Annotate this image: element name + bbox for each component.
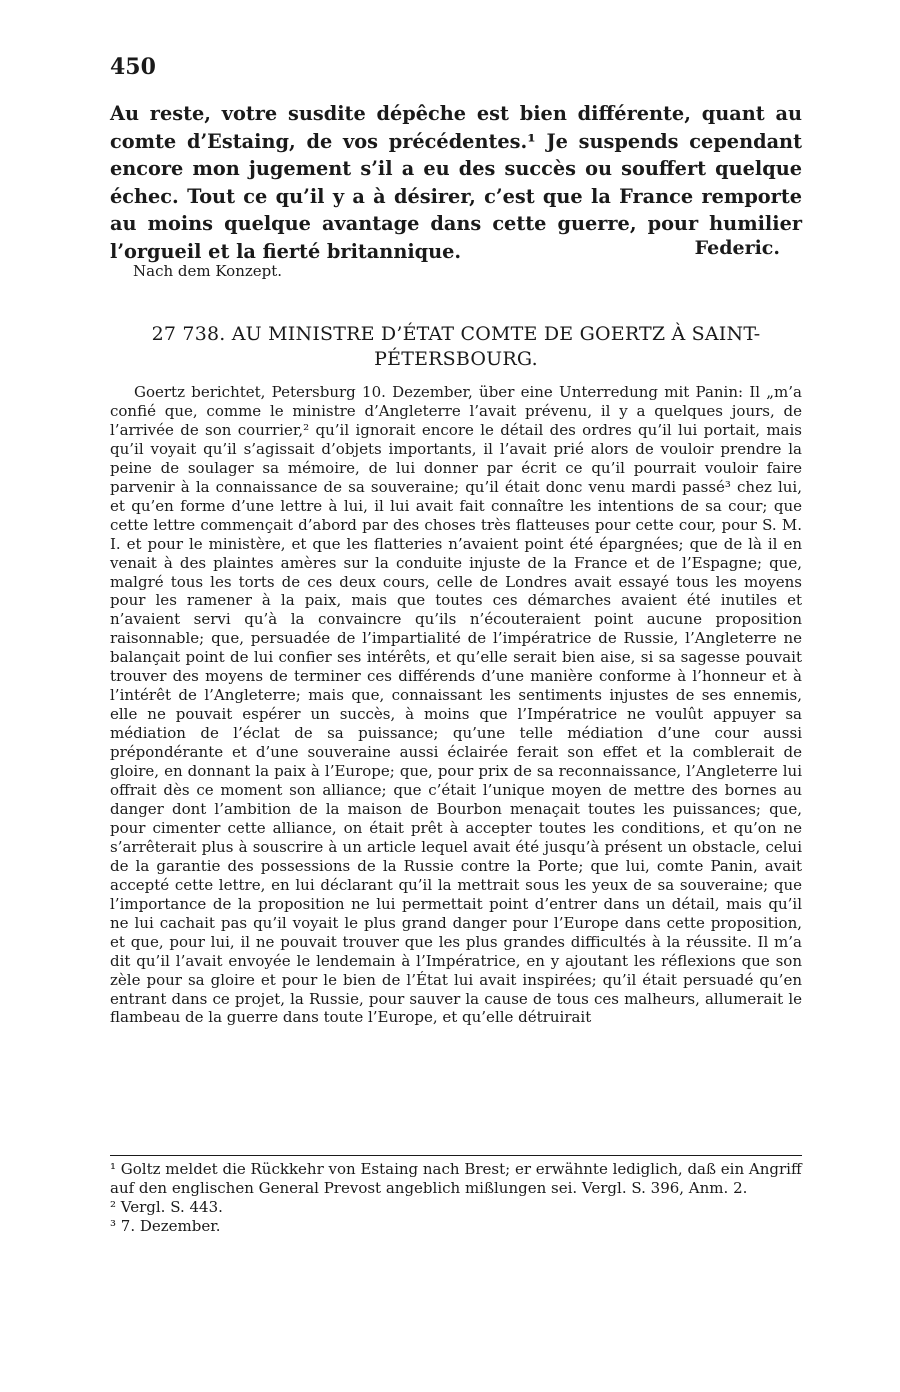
page-number: 450 [110, 54, 156, 80]
footnote-3: ³ 7. Dezember. [110, 1217, 221, 1235]
footnote-1: ¹ Goltz meldet die Rückkehr von Estaing nach Brest; er erwähnte lediglich, daß ein Angriff auf den englischen General Prevost angeblich mißlungen sei. Vergl. S. 396, Anm. 2. [110, 1160, 802, 1197]
report-summary-text: Goertz berichtet, Petersburg 10. Dezember, über eine Unterredung mit Panin: Il „m’a confié que, comme le ministre d’Angleterre l’avait prévenu, il y a quelques jours, de l’arrivée de son courrier,² qu’il ignorait encore le détail des ordres qu’il lui portait, mais qu’il voyait qu’il s’agissait d’objets importants, il l’avait prié alors de vouloir prendre la peine de soulager sa mémoire, de lui donner par écrit ce qu’il pourrait vouloir faire parvenir à la connaissance de sa souveraine; qu’il était donc venu mardi passé³ chez lui, et qu’en forme d’une lettre à lui, il lui avait fait connaître les intentions de sa cour; que cette lettre commençait d’abord par des choses très flatteuses pour cette cour, pour S. M. I. et pour le ministère, et que les flatteries n’avaient point été épargnées; que de là il en venait à des plaintes amères sur la conduite injuste de la France et de l’Espagne; que, malgré tous les torts de ces deux cours, celle de Londres avait essayé tous les moyens pour les ramener à la paix, mais que toutes ces démarches avaient été inutiles et n’avaient servi qu’à la convaincre qu’ils n’écouteraient point aucune proposition raisonnable; que, persuadée de l’impartialité de l’impératrice de Russie, l’Angleterre ne balançait point de lui confier ses intérêts, et qu’elle serait bien aise, si sa sagesse pouvait trouver des moyens de terminer ces différends d’une manière conforme à l’honneur et à l’intérêt de l’Angleterre; mais que, connaissant les sentiments injustes de ses ennemis, elle ne pouvait espérer un succès, à moins que l’Impératrice ne voulût appuyer sa médiation de l’éclat de sa puissance; qu’une telle médiation d’une cour aussi prépondérante et d’une souveraine aussi éclairée ferait son effet et la comblerait de gloire, en donnant la paix à l’Europe; que, pour prix de sa reconnaissance, l’Angleterre lui offrait dès ce moment son alliance; que c’était l’unique moyen de mettre des bornes au danger dont l’ambition de la maison de Bourbon menaçait toutes les puissances; que, pour cimenter cette alliance, on était prêt à accepter toutes les conditions, et qu’on ne s’arrêterait plus à souscrire à un article lequel avait été jusqu’à présent un obstacle, celui de la garantie des possessions de la Russie contre la Porte; que lui, comte Panin, avait accepté cette lettre, en lui déclarant qu’il la mettrait sous les yeux de sa souveraine; que l’importance de la proposition ne lui permettait point d’entrer dans un détail, mais qu’il ne lui cachait pas qu’il voyait le plus grand danger pour l’Europe dans cette proposition, et que, pour lui, il ne pouvait trouver que les plus grandes difficultés à la réussite. Il m’a dit qu’il l’avait envoyée le lendemain à l’Impératrice, en y ajoutant les réflexions que son zèle pour sa gloire et pour le bien de l’État lui avait inspirées; qu’il était persuadé qu’en entrant dans ce projet, la Russie, pour sauver la cause de tous ces malheurs, allumerait le flambeau de la guerre dans toute l’Europe, et qu’elle détruirait [110, 383, 802, 1027]
document-title: AU MINISTRE D’ÉTAT COMTE DE GOERTZ À SAINT-PÉTERSBOURG. [231, 323, 761, 370]
letter-closing-paragraph: Au reste, votre susdite dépêche est bien différente, quant au comte d’Estaing, de vos précédentes.¹ Je suspends cependant encore mon jugement s’il a eu des succès ou souffert quelque échec. Tout ce qu’il y a à désirer, c’est que la France remporte au moins quelque avantage dans cette guerre, pour humilier l’orgueil et la fierté britannique. [110, 102, 802, 263]
document-heading [110, 322, 802, 372]
footnotes [110, 1160, 802, 1236]
footnote-divider [110, 1155, 802, 1156]
signature: Federic. [694, 237, 780, 259]
document-number: 27 738. [151, 323, 226, 345]
source-note: Nach dem Konzept. [133, 262, 283, 280]
footnote-2: ² Vergl. S. 443. [110, 1198, 223, 1216]
